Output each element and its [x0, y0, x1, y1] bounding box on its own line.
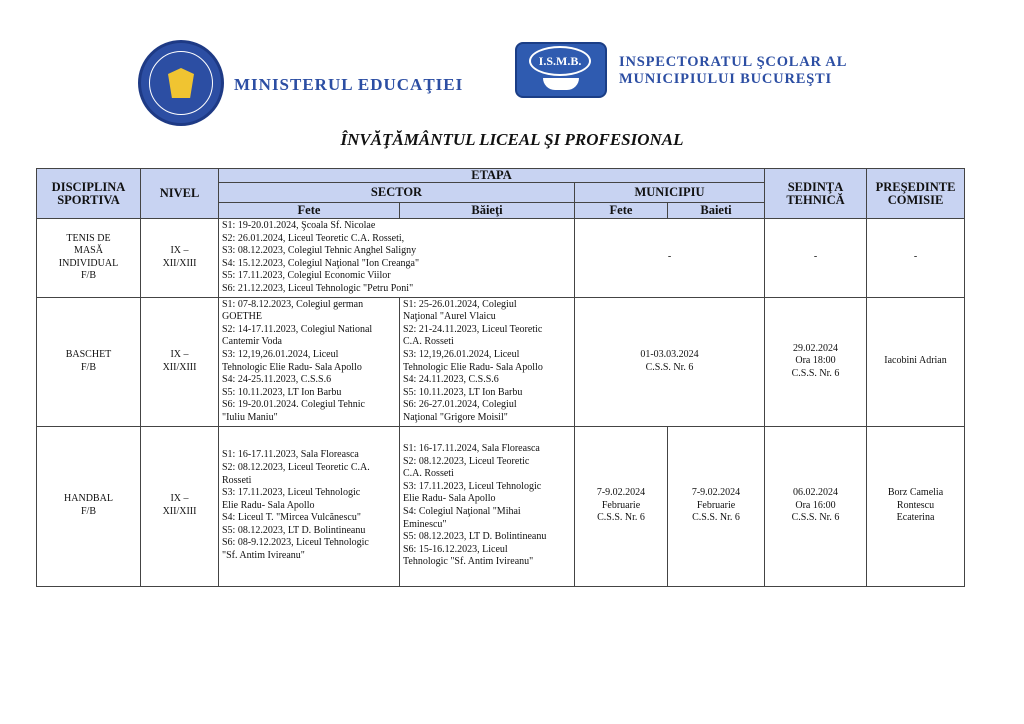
discipline-cell: HANDBAL F/B [37, 426, 141, 586]
table-row [37, 219, 965, 298]
header-sector-girls: Fete [219, 203, 400, 219]
header-technical-meeting: SEDINŢA TEHNICĂ [765, 169, 867, 219]
page-title: ÎNVĂŢĂMÂNTUL LICEAL ŞI PROFESIONAL [340, 130, 684, 149]
ministry-name: MINISTERUL EDUCAŢIEI [234, 75, 464, 94]
muni-girls-cell: 7-9.02.2024 Februarie C.S.S. Nr. 6 [575, 426, 668, 586]
municipality-cell: - [575, 219, 765, 298]
municipality-cell: 01-03.03.2024 C.S.S. Nr. 6 [575, 297, 765, 426]
meeting-cell: - [765, 219, 867, 298]
sector-girls-cell: S1: 16-17.11.2023, Sala Floreasca S2: 08.12.2023, Liceul Teoretic C.A. Rosseti S3: 17.11.2023, Liceul Tehnologic Elie Radu- Sala Apollo S4: Liceul T. "Mircea Vulcănescu" S5: 08.12.2023, LT D. Bolintineanu S6: 08-9.12.2023, Liceul Tehnologic "Sf. Antim Ivireanu" [219, 426, 400, 586]
table-row [37, 426, 965, 586]
president-cell: - [867, 219, 965, 298]
level-cell: IX – XII/XIII [141, 297, 219, 426]
header-stage: ETAPA [219, 169, 765, 183]
level-cell: IX – XII/XIII [141, 219, 219, 298]
header-discipline: DISCIPLINA SPORTIVA [37, 169, 141, 219]
sector-girls-cell: S1: 07-8.12.2023, Colegiul german GOETHE S2: 14-17.11.2023, Colegiul National Cantemir Voda S3: 12,19,26.01.2024, Liceul Tehnologic Elie Radu- Sala Apollo S4: 24-25.11.2023, C.S.S.6 S5: 10.11.2023, LT Ion Barbu S6: 19-20.01.2024. Colegiul Tehnic "Iuliu Maniu" [219, 297, 400, 426]
header-municipality: MUNICIPIU [575, 183, 765, 203]
meeting-cell: 29.02.2024 Ora 18:00 C.S.S. Nr. 6 [765, 297, 867, 426]
ministry-header [138, 40, 463, 126]
government-seal-icon [138, 40, 224, 126]
discipline-cell: TENIS DE MASĂ INDIVIDUAL F/B [37, 219, 141, 298]
ismb-logo-text: I.S.M.B. [529, 46, 591, 76]
header-sector: SECTOR [219, 183, 575, 203]
isj-name-line1: INSPECTORATUL ŞCOLAR AL [619, 54, 848, 70]
president-cell: Borz Camelia Rontescu Ecaterina [867, 426, 965, 586]
muni-boys-cell: 7-9.02.2024 Februarie C.S.S. Nr. 6 [668, 426, 765, 586]
header-president: PREŞEDINTE COMISIE [867, 169, 965, 219]
isj-name [619, 54, 847, 88]
table-row [37, 297, 965, 426]
sector-cell: S1: 19-20.01.2024, Şcoala Sf. Nicolae S2: 26.01.2024, Liceul Teoretic C.A. Rosseti, S3: 08.12.2023, Colegiul Tehnic Anghel Saligny S4: 15.12.2023, Colegiul Naţional "Ion Creanga" S5: 17.11.2023, Colegiul Economic Viilor S6: 21.12.2023, Liceul Tehnologic "Petru Poni" [219, 219, 575, 298]
isj-name-line2: MUNICIPIULUI BUCUREŞTI [619, 71, 832, 87]
ismb-logo-icon [513, 38, 609, 104]
header-level: NIVEL [141, 169, 219, 219]
president-cell: Iacobini Adrian [867, 297, 965, 426]
level-cell: IX – XII/XIII [141, 426, 219, 586]
sector-boys-cell: S1: 25-26.01.2024, Colegiul Naţional "Aurel Vlaicu S2: 21-24.11.2023, Liceul Teoretic C.A. Rosseti S3: 12,19,26.01.2024, Liceul Tehnologic Elie Radu- Sala Apollo S4: 24.11.2023, C.S.S.6 S5: 10.11.2023, LT Ion Barbu S6: 26-27.01.2024, Colegiul Naţional "Grigore Moisil" [400, 297, 575, 426]
isj-header [513, 38, 847, 104]
header-sector-boys: Băieţi [400, 203, 575, 219]
meeting-cell: 06.02.2024 Ora 16:00 C.S.S. Nr. 6 [765, 426, 867, 586]
discipline-cell: BASCHET F/B [37, 297, 141, 426]
schedule-table [36, 168, 965, 587]
header-muni-girls: Fete [575, 203, 668, 219]
sector-boys-cell: S1: 16-17.11.2024, Sala Floreasca S2: 08.12.2023, Liceul Teoretic C.A. Rosseti S3: 17.11.2023, Liceul Tehnologic Elie Radu- Sala Apollo S4: Colegiul Naţional "Mihai Eminescu" S5: 08.12.2023, LT D. Bolintineanu S6: 15-16.12.2023, Liceul Tehnologic "Sf. Antim Ivireanu" [400, 426, 575, 586]
header-muni-boys: Baieti [668, 203, 765, 219]
